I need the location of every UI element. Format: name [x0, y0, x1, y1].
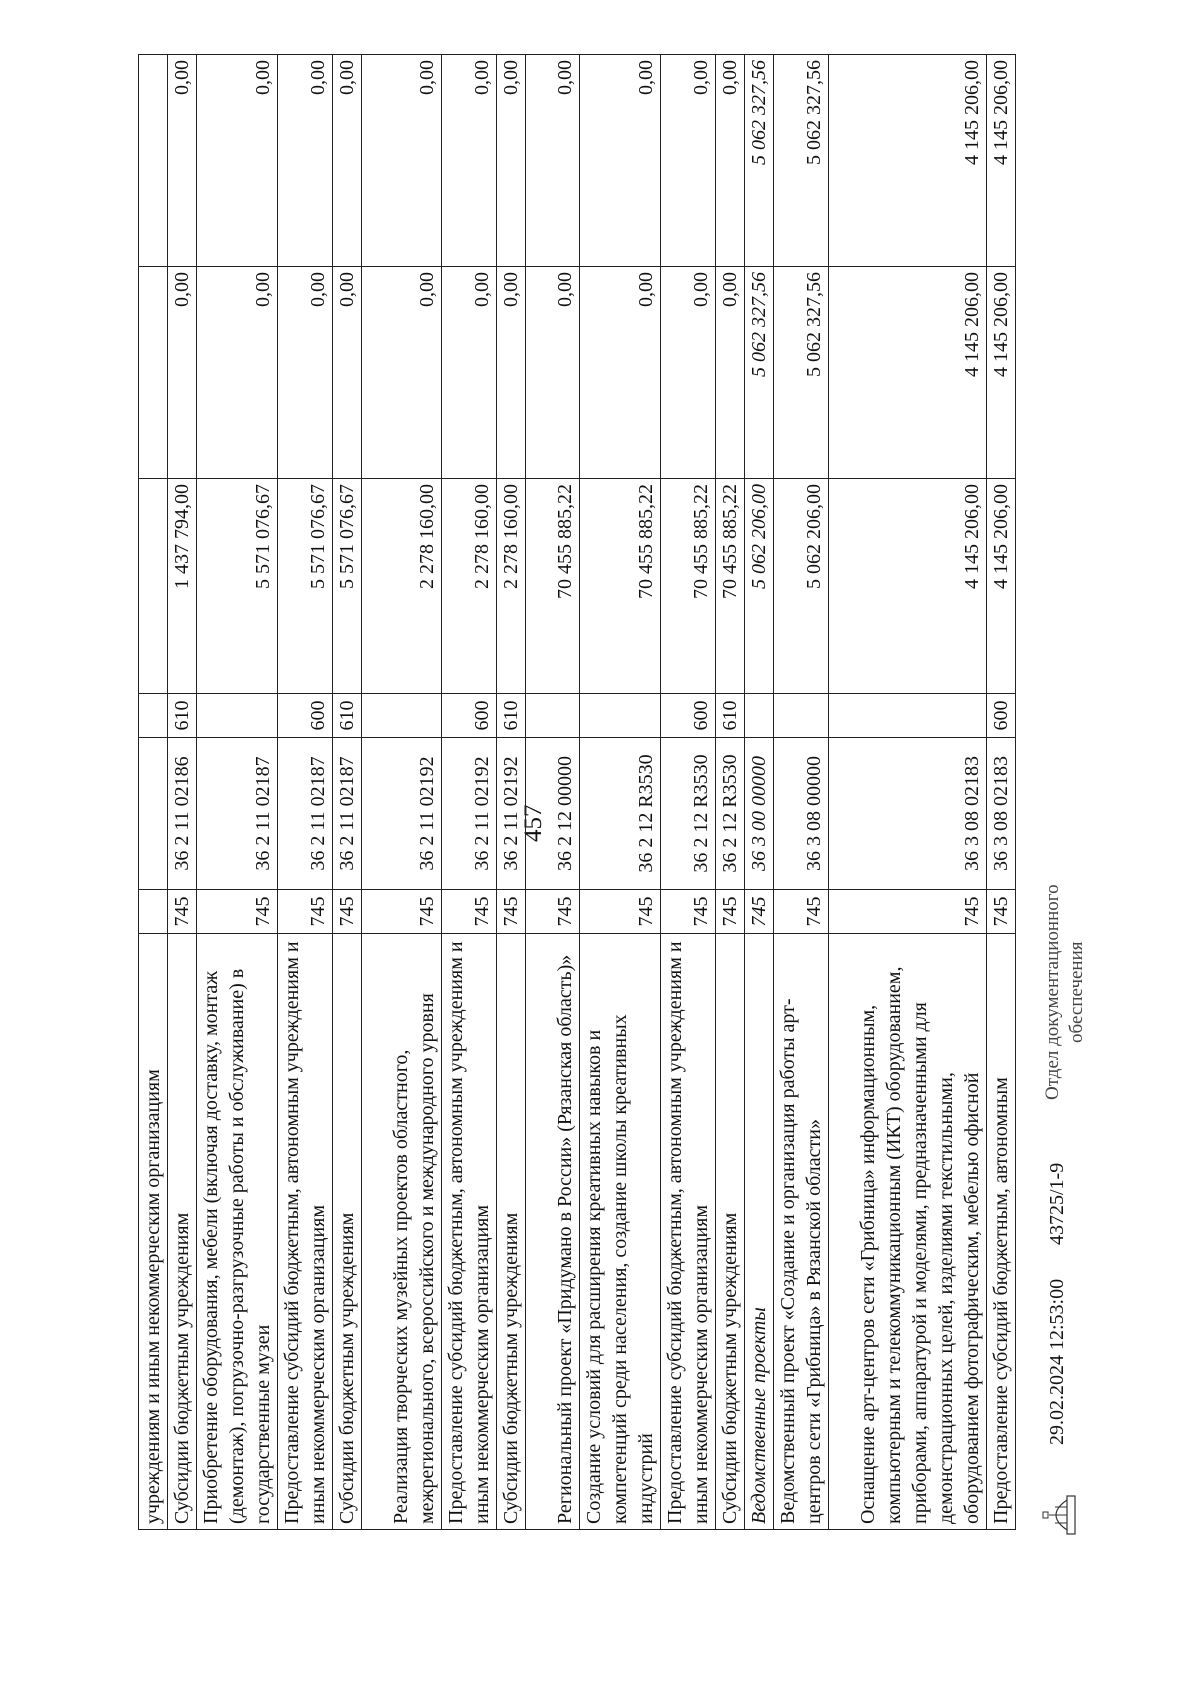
expense-type-cell	[580, 694, 661, 738]
ministry-code-cell: 745	[829, 890, 987, 934]
amount-year-3-cell: 4 145 206,00	[987, 55, 1016, 267]
amount-year-2-cell: 5 062 327,56	[745, 267, 774, 479]
amount-year-3-cell: 0,00	[333, 55, 362, 267]
target-article-cell: 36 2 11 02187	[197, 738, 278, 890]
table-row	[442, 55, 497, 1530]
expense-type-cell: 610	[716, 694, 745, 738]
amount-year-1-cell: 5 062 206,00	[745, 479, 774, 694]
amount-year-3-cell: 0,00	[716, 55, 745, 267]
target-article-cell: 36 2 11 02192	[497, 738, 526, 890]
target-article-cell: 36 3 08 02183	[987, 738, 1016, 890]
expense-type-cell: 610	[333, 694, 362, 738]
expense-type-cell	[526, 694, 580, 738]
amount-year-2-cell: 0,00	[442, 267, 497, 479]
amount-year-1-cell: 70 455 885,22	[716, 479, 745, 694]
ministry-code-cell	[139, 890, 168, 934]
footer-datetime: 29.02.2024 12:53:00	[1046, 1278, 1068, 1445]
rotated-page-content	[138, 55, 1087, 1530]
table-row	[278, 55, 333, 1530]
amount-year-1-cell: 5 571 076,67	[197, 479, 278, 694]
target-article-cell: 36 2 11 02187	[333, 738, 362, 890]
ministry-code-cell: 745	[168, 890, 197, 934]
row-name-cell: Предоставление субсидий бюджетным, автономным учреждениям и иным некоммерческим организациям	[442, 934, 497, 1530]
expense-type-cell: 610	[497, 694, 526, 738]
amount-year-2-cell: 0,00	[333, 267, 362, 479]
ministry-code-cell: 745	[716, 890, 745, 934]
amount-year-3-cell: 0,00	[580, 55, 661, 267]
target-article-cell: 36 2 11 02192	[442, 738, 497, 890]
row-name-cell: Субсидии бюджетным учреждениям	[333, 934, 362, 1530]
target-article-cell: 36 2 12 R3530	[580, 738, 661, 890]
amount-year-2-cell: 5 062 327,56	[774, 267, 829, 479]
target-article-cell: 36 2 11 02187	[278, 738, 333, 890]
row-name-cell: Предоставление субсидий бюджетным, автономным учреждениям и иным некоммерческим организациям	[661, 934, 716, 1530]
footer	[1016, 55, 1146, 1530]
expense-type-cell	[774, 694, 829, 738]
ministry-code-cell: 745	[333, 890, 362, 934]
amount-year-3-cell: 0,00	[497, 55, 526, 267]
row-name-cell: Реализация творческих музейных проектов областного, межрегионального, всероссийского и международного уровня	[362, 934, 442, 1530]
target-article-cell	[139, 738, 168, 890]
table-row	[362, 55, 442, 1530]
amount-year-1-cell: 5 571 076,67	[333, 479, 362, 694]
amount-year-1-cell: 2 278 160,00	[442, 479, 497, 694]
stamp-line-1: Отдел документационного	[1042, 884, 1063, 1100]
department-stamp	[1041, 884, 1089, 1100]
amount-year-1-cell: 5 062 206,00	[774, 479, 829, 694]
table-row	[661, 55, 716, 1530]
target-article-cell: 36 2 11 02192	[362, 738, 442, 890]
expense-type-cell: 600	[442, 694, 497, 738]
ministry-code-cell: 745	[580, 890, 661, 934]
page-number: 457	[520, 804, 547, 842]
table-row	[497, 55, 526, 1530]
row-name-cell: Субсидии бюджетным учреждениям	[497, 934, 526, 1530]
table-row	[829, 55, 987, 1530]
amount-year-2-cell: 4 145 206,00	[829, 267, 987, 479]
ministry-code-cell: 745	[987, 890, 1016, 934]
row-name-cell: Оснащение арт-центров сети «Грибница» информационным, компьютерным и телекоммуникационным (ИКТ) оборудованием, приборами, аппаратурой и моделями, предназначенными для демонстрационных целей, изделиями текстильными, оборудованием фотографическим, мебелью офисной	[829, 934, 987, 1530]
amount-year-1-cell: 2 278 160,00	[497, 479, 526, 694]
amount-year-1-cell: 4 145 206,00	[829, 479, 987, 694]
amount-year-1-cell: 5 571 076,67	[278, 479, 333, 694]
amount-year-1-cell: 1 437 794,00	[168, 479, 197, 694]
amount-year-2-cell: 0,00	[168, 267, 197, 479]
target-article-cell: 36 3 08 02183	[829, 738, 987, 890]
stamp-line-2: обеспечения	[1066, 941, 1087, 1043]
amount-year-3-cell: 5 062 327,56	[745, 55, 774, 267]
amount-year-2-cell: 0,00	[661, 267, 716, 479]
target-article-cell: 36 3 08 00000	[774, 738, 829, 890]
amount-year-2-cell: 0,00	[580, 267, 661, 479]
ministry-code-cell: 745	[745, 890, 774, 934]
amount-year-2-cell: 0,00	[497, 267, 526, 479]
amount-year-3-cell: 0,00	[442, 55, 497, 267]
amount-year-1-cell: 4 145 206,00	[987, 479, 1016, 694]
amount-year-2-cell: 0,00	[278, 267, 333, 479]
table-row	[774, 55, 829, 1530]
ministry-code-cell: 745	[526, 890, 580, 934]
amount-year-2-cell: 0,00	[362, 267, 442, 479]
amount-year-3-cell: 0,00	[362, 55, 442, 267]
expense-type-cell	[362, 694, 442, 738]
ministry-code-cell: 745	[442, 890, 497, 934]
amount-year-3-cell	[139, 55, 168, 267]
table-row	[197, 55, 278, 1530]
ministry-code-cell: 745	[278, 890, 333, 934]
amount-year-2-cell: 0,00	[197, 267, 278, 479]
table-body	[139, 55, 1016, 1530]
ministry-code-cell: 745	[197, 890, 278, 934]
target-article-cell: 36 2 12 00000	[526, 738, 580, 890]
row-name-cell: Ведомственные проекты	[745, 934, 774, 1530]
row-name-cell: учреждениям и иным некоммерческим организациям	[139, 934, 168, 1530]
amount-year-3-cell: 5 062 327,56	[774, 55, 829, 267]
ministry-code-cell: 745	[774, 890, 829, 934]
table-row	[745, 55, 774, 1530]
row-name-cell: Ведомственный проект «Создание и организация работы арт-центров сети «Грибница» в Рязанской области»	[774, 934, 829, 1530]
footer-doc-code: 43725/1-9	[1046, 1162, 1068, 1245]
expense-type-cell	[197, 694, 278, 738]
row-name-cell: Создание условий для расширения креативных навыков и компетенций среди населения, создание школы креативных индустрий	[580, 934, 661, 1530]
expense-type-cell: 600	[987, 694, 1016, 738]
amount-year-3-cell: 0,00	[526, 55, 580, 267]
table-row	[168, 55, 197, 1530]
row-name-cell: Субсидии бюджетным учреждениям	[168, 934, 197, 1530]
amount-year-3-cell: 4 145 206,00	[829, 55, 987, 267]
emblem-logo	[1041, 1490, 1081, 1540]
row-name-cell: Субсидии бюджетным учреждениям	[716, 934, 745, 1530]
ministry-code-cell: 745	[497, 890, 526, 934]
expense-type-cell: 610	[168, 694, 197, 738]
row-name-cell: Предоставление субсидий бюджетным, автономным	[987, 934, 1016, 1530]
expense-type-cell: 600	[661, 694, 716, 738]
target-article-cell: 36 2 11 02186	[168, 738, 197, 890]
amount-year-3-cell: 0,00	[661, 55, 716, 267]
table-row	[333, 55, 362, 1530]
table-row	[987, 55, 1016, 1530]
amount-year-3-cell: 0,00	[278, 55, 333, 267]
amount-year-3-cell: 0,00	[168, 55, 197, 267]
amount-year-1-cell: 70 455 885,22	[526, 479, 580, 694]
target-article-cell: 36 3 00 00000	[745, 738, 774, 890]
target-article-cell: 36 2 12 R3530	[661, 738, 716, 890]
ministry-code-cell: 745	[661, 890, 716, 934]
amount-year-1-cell: 70 455 885,22	[580, 479, 661, 694]
table-row	[139, 55, 168, 1530]
table-row	[580, 55, 661, 1530]
amount-year-2-cell: 0,00	[716, 267, 745, 479]
expense-type-cell	[139, 694, 168, 738]
expense-type-cell	[745, 694, 774, 738]
table-row	[526, 55, 580, 1530]
table-row	[716, 55, 745, 1530]
amount-year-2-cell: 0,00	[526, 267, 580, 479]
amount-year-3-cell: 0,00	[197, 55, 278, 267]
amount-year-2-cell: 4 145 206,00	[987, 267, 1016, 479]
target-article-cell: 36 2 12 R3530	[716, 738, 745, 890]
row-name-cell: Предоставление субсидий бюджетным, автономным учреждениям и иным некоммерческим организациям	[278, 934, 333, 1530]
amount-year-1-cell: 70 455 885,22	[661, 479, 716, 694]
expense-type-cell: 600	[278, 694, 333, 738]
amount-year-1-cell	[139, 479, 168, 694]
row-name-cell: Приобретение оборудования, мебели (включая доставку, монтаж (демонтаж), погрузочно-разгрузочные работы и обслуживание) в государственные музеи	[197, 934, 278, 1530]
amount-year-1-cell: 2 278 160,00	[362, 479, 442, 694]
budget-table	[138, 54, 1016, 1530]
row-name-cell: Региональный проект «Придумано в России» (Рязанская область)»	[526, 934, 580, 1530]
expense-type-cell	[829, 694, 987, 738]
ministry-code-cell: 745	[362, 890, 442, 934]
amount-year-2-cell	[139, 267, 168, 479]
